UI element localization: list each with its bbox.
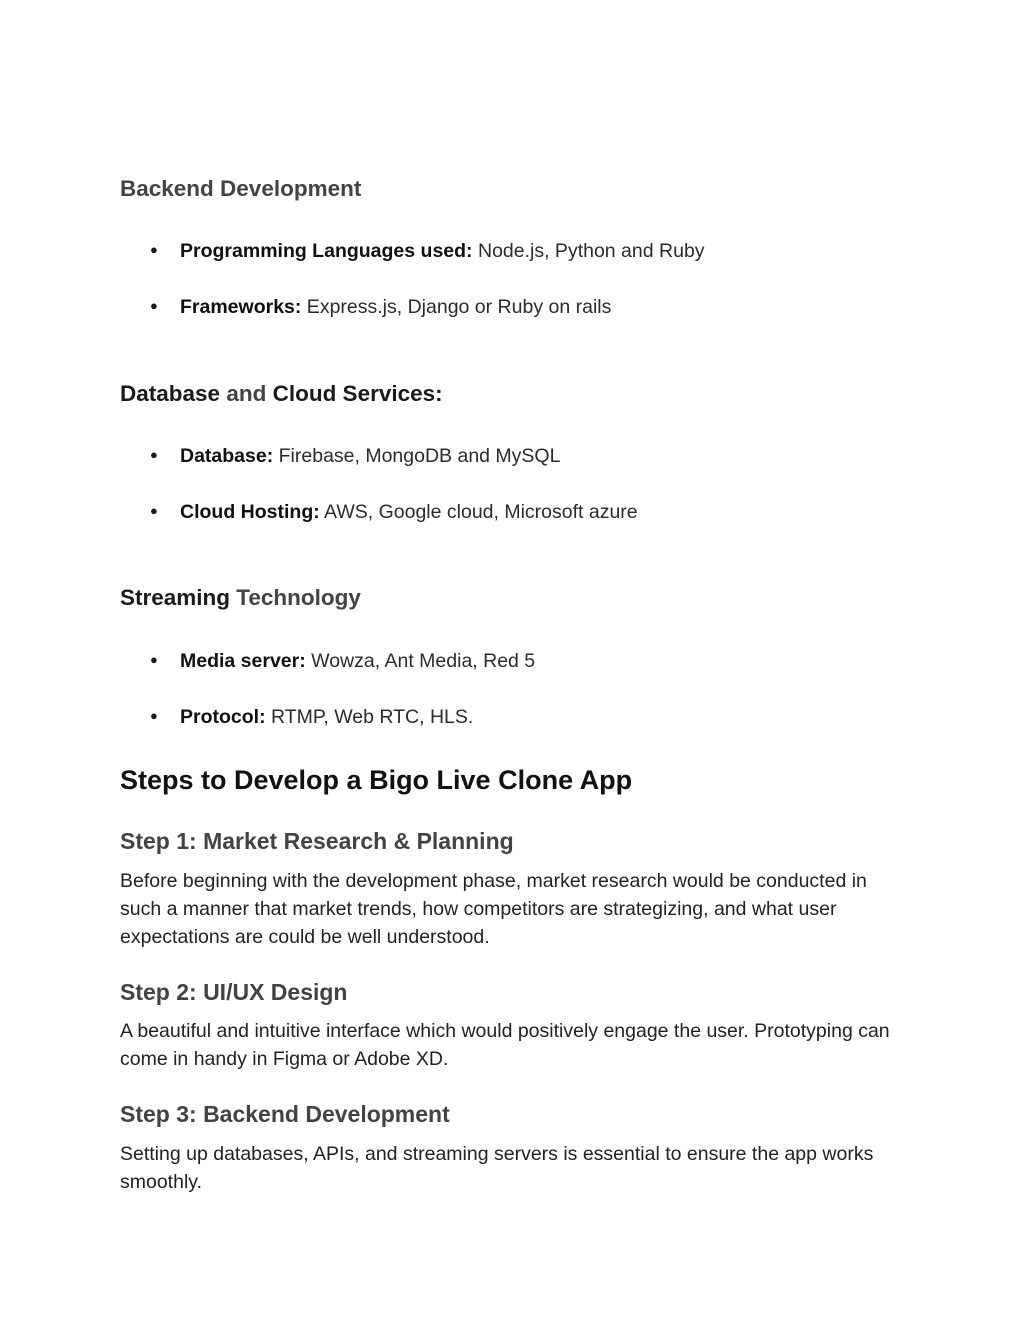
list-item-value: Express.js, Django or Ruby on rails bbox=[301, 296, 612, 318]
list-item-value: Wowza, Ant Media, Red 5 bbox=[305, 650, 536, 672]
list-item bbox=[150, 240, 705, 263]
step-title: Step 1: Market Research & Planning bbox=[120, 828, 514, 854]
list-item bbox=[150, 501, 638, 524]
bullet-icon: ● bbox=[150, 503, 158, 518]
section-title-database bbox=[120, 380, 443, 407]
bullet-icon: ● bbox=[150, 708, 158, 723]
section-title-part: Cloud Services: bbox=[272, 381, 443, 406]
bullet-icon: ● bbox=[150, 652, 158, 667]
step-description: Setting up databases, APIs, and streaming servers is essential to ensure the app works smoothly. bbox=[120, 1143, 874, 1193]
bullet-icon: ● bbox=[150, 447, 158, 462]
step-title: Step 3: Backend Development bbox=[120, 1101, 450, 1127]
list-item-value: RTMP, Web RTC, HLS. bbox=[265, 706, 474, 728]
list-item-key: Frameworks: bbox=[180, 296, 302, 318]
step-title: Step 2: UI/UX Design bbox=[120, 979, 348, 1005]
section-title-streaming bbox=[120, 584, 361, 611]
bullet-icon: ● bbox=[150, 298, 158, 313]
step-description: A beautiful and intuitive interface which would positively engage the user. Prototyping can come in handy in Figma or Adobe XD. bbox=[120, 1020, 890, 1070]
section-title-part: Technology bbox=[230, 585, 361, 610]
section-title-backend: Backend Development bbox=[120, 176, 362, 201]
step-description: Before beginning with the development phase, market research would be conducted in such a manner that market trends, how competitors are strategizing, and what user expectations are could be well understood. bbox=[120, 870, 867, 948]
list-item bbox=[150, 296, 611, 319]
section-title-part: and bbox=[220, 381, 273, 406]
list-item-value: Firebase, MongoDB and MySQL bbox=[273, 445, 561, 467]
list-item bbox=[150, 445, 560, 468]
list-item bbox=[150, 706, 473, 729]
list-item-key: Database: bbox=[180, 445, 274, 467]
list-item-key: Cloud Hosting: bbox=[180, 501, 320, 523]
section-title-part: Database bbox=[120, 381, 221, 406]
list-item-key: Media server: bbox=[180, 650, 306, 672]
steps-heading: Steps to Develop a Bigo Live Clone App bbox=[120, 765, 633, 795]
list-item-value: AWS, Google cloud, Microsoft azure bbox=[319, 501, 638, 523]
section-title-part: Streaming bbox=[120, 585, 231, 610]
list-item-value: Node.js, Python and Ruby bbox=[472, 240, 705, 262]
bullet-icon: ● bbox=[150, 242, 158, 257]
list-item bbox=[150, 650, 535, 673]
list-item-key: Programming Languages used: bbox=[180, 240, 473, 262]
list-item-key: Protocol: bbox=[180, 706, 266, 728]
